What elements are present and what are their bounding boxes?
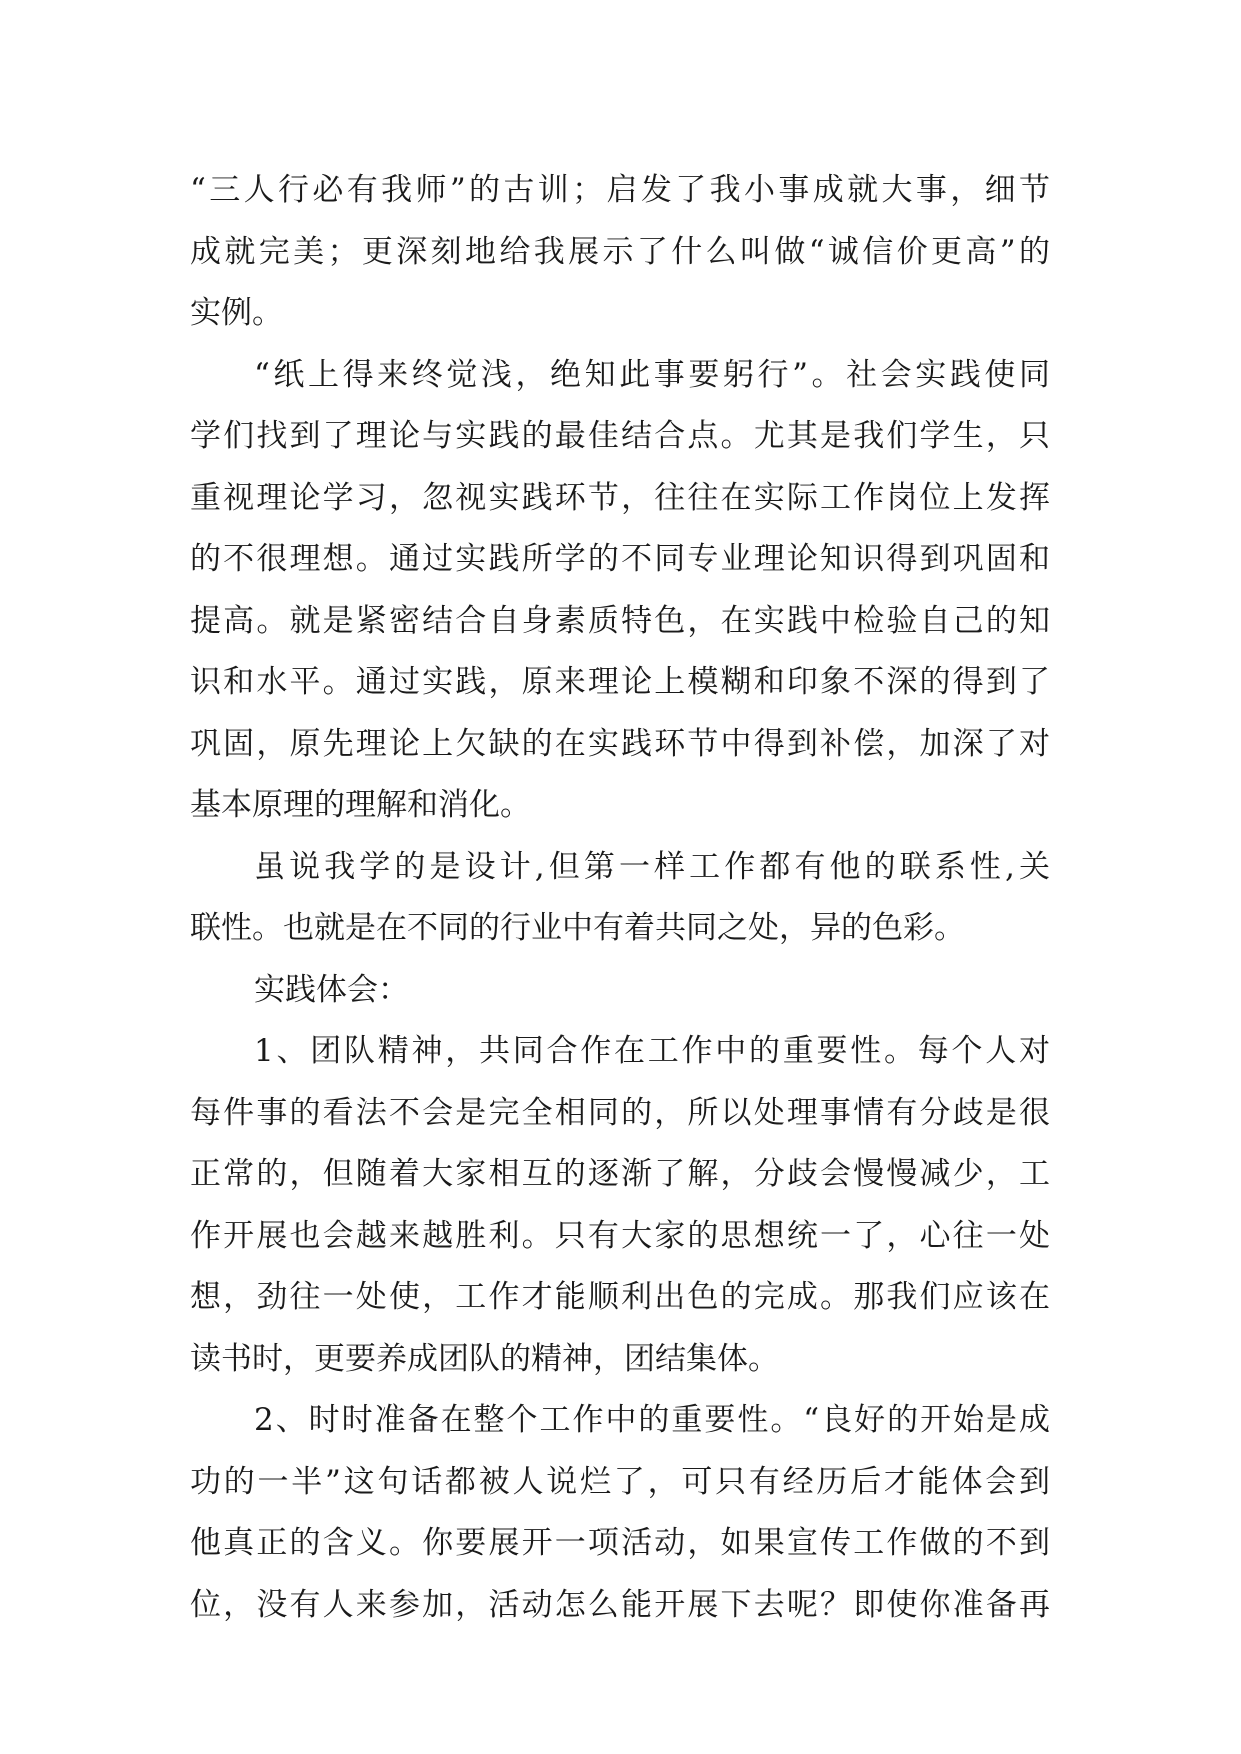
text-line: 学们找到了理论与实践的最佳结合点。尤其是我们学生，只 — [190, 418, 1050, 454]
section-heading: 实践体会： — [254, 971, 409, 1008]
text-line: 虽说我学的是设计,但第一样工作都有他的联系性,关 — [254, 848, 1050, 885]
text-line: 实例。 — [190, 295, 283, 331]
text-line: 他真正的含义。你要展开一项活动，如果宣传工作做的不到 — [190, 1525, 1050, 1561]
text-line: 想，劲往一处使，工作才能顺利出色的完成。那我们应该在 — [190, 1279, 1050, 1315]
text-line: “三人行必有我师”的古训；启发了我小事成就大事，细节 — [190, 172, 1050, 208]
text-line: 联性。也就是在不同的行业中有着共同之处，异的色彩。 — [190, 910, 965, 946]
text-line: 识和水平。通过实践，原来理论上模糊和印象不深的得到了 — [190, 664, 1050, 700]
text-line: 作开展也会越来越胜利。只有大家的思想统一了，心往一处 — [190, 1217, 1050, 1254]
text-line: 巩固，原先理论上欠缺的在实践环节中得到补偿，加深了对 — [190, 725, 1050, 762]
text-line: 2、时时准备在整个工作中的重要性。“良好的开始是成 — [254, 1402, 1050, 1438]
text-line: 读书时，更要养成团队的精神，团结集体。 — [190, 1340, 779, 1377]
text-line: “纸上得来终觉浅，绝知此事要躬行”。社会实践使同 — [254, 356, 1050, 393]
text-line: 基本原理的理解和消化。 — [190, 787, 531, 823]
body-text — [190, 160, 1050, 1636]
text-line: 每件事的看法不会是完全相同的，所以处理事情有分歧是很 — [190, 1094, 1050, 1131]
text-line: 重视理论学习，忽视实践环节，往往在实际工作岗位上发挥 — [190, 479, 1050, 516]
text-line: 提高。就是紧密结合自身素质特色，在实践中检验自己的知 — [190, 602, 1050, 639]
text-line: 正常的，但随着大家相互的逐渐了解，分歧会慢慢减少，工 — [190, 1156, 1050, 1192]
text-line: 的不很理想。通过实践所学的不同专业理论知识得到巩固和 — [190, 541, 1050, 577]
text-line: 位，没有人来参加，活动怎么能开展下去呢？即使你准备再 — [190, 1586, 1050, 1623]
text-line: 功的一半”这句话都被人说烂了，可只有经历后才能体会到 — [190, 1463, 1050, 1500]
text-line: 成就完美；更深刻地给我展示了什么叫做“诚信价更高”的 — [190, 233, 1050, 270]
text-line: 1、团队精神，共同合作在工作中的重要性。每个人对 — [254, 1033, 1050, 1069]
